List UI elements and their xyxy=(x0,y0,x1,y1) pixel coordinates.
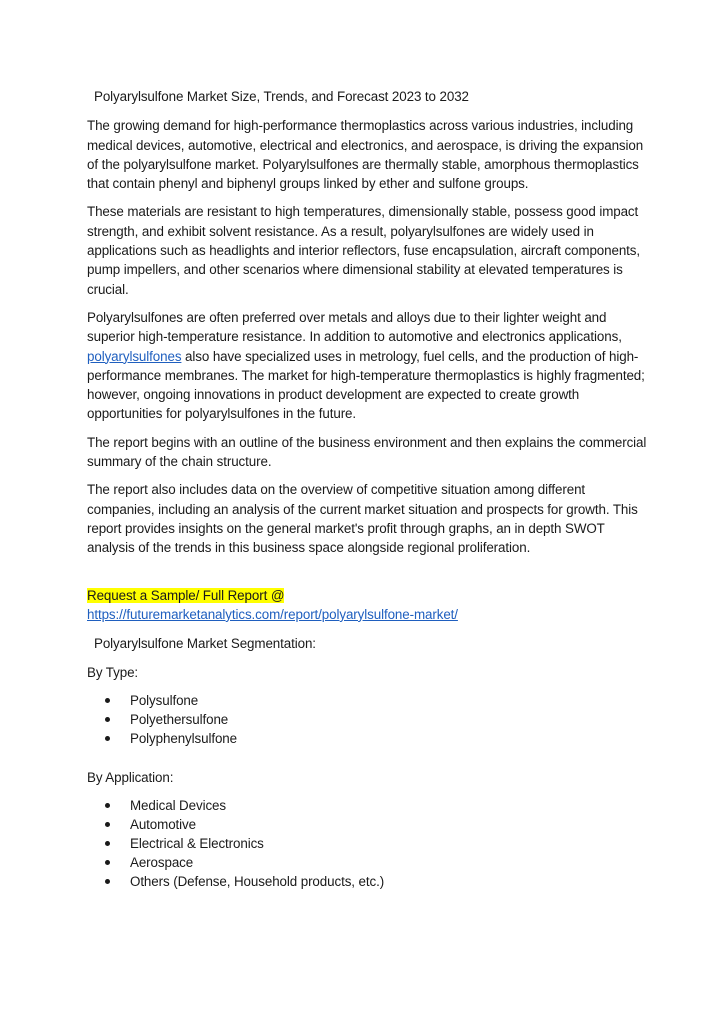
paragraph-intro: The growing demand for high-performance thermoplastics across various industries, including medical devices, automotive, electrical and electronics, and aerospace, is driving the expansion of the polyarylsulfone market. Polyarylsulfones are thermally stable, amorphous thermoplastics that contain phenyl and biphenyl groups linked by ether and sulfone groups. xyxy=(87,118,644,192)
list-item-label: Medical Devices xyxy=(130,797,226,813)
bullet-icon xyxy=(105,736,110,741)
bullet-icon xyxy=(105,698,110,703)
list-item-label: Others (Defense, Household products, etc.) xyxy=(130,874,385,890)
document-title: Polyarylsulfone Market Size, Trends, and Forecast 2023 to 2032 xyxy=(94,89,469,104)
bullet-icon xyxy=(105,803,110,808)
list-item-label: Automotive xyxy=(130,816,196,832)
list-item-label: Polyphenylsulfone xyxy=(130,731,237,747)
paragraph-report-outline: The report begins with an outline of the business environment and then explains the commercial summary of the chain structure. xyxy=(87,434,647,470)
list-item xyxy=(105,710,647,729)
list-item xyxy=(105,729,647,748)
paragraph-properties: These materials are resistant to high temperatures, dimensionally stable, possess good impact strength, and exhibit solvent resistance. As a result, polyarylsulfones are widely used in applications such as headlights and interior reflectors, fuse encapsulation, aircraft components, pump impellers, and other scenarios where dimensional stability at elevated temperatures is crucial. xyxy=(87,204,641,297)
list-item xyxy=(105,815,647,834)
list-item xyxy=(105,834,647,853)
document-body xyxy=(87,87,647,892)
list-item-label: Polyethersulfone xyxy=(130,711,229,727)
paragraph-uses xyxy=(87,308,647,424)
list-item-label: Polysulfone xyxy=(130,692,199,708)
list-item xyxy=(105,691,647,710)
list-item xyxy=(105,853,647,872)
paragraph-uses-text-before: Polyarylsulfones are often preferred over metals and alloys due to their lighter weight and superior high-temperature resistance. In addition to automotive and electronics applications, xyxy=(87,309,622,345)
by-application-list xyxy=(87,796,647,892)
list-item xyxy=(105,872,647,891)
list-item xyxy=(105,796,647,815)
request-sample-label: Request a Sample/ Full Report @ xyxy=(87,587,285,603)
by-type-label: By Type: xyxy=(87,665,139,681)
request-sample-row xyxy=(87,586,647,625)
bullet-icon xyxy=(105,717,110,722)
bullet-icon xyxy=(105,879,110,884)
paragraph-uses-text-after: also have specialized uses in metrology, fuel cells, and the production of high-performance membranes. The market for high-temperature thermoplastics is highly fragmented; however, ongoing innovations in product development are expected to create growth opportunities for polyarylsulfones in the future. xyxy=(87,348,645,422)
paragraph-report-overview: The report also includes data on the overview of competitive situation among different companies, including an analysis of the current market situation and prospects for growth. This report provides insights on the general market's profit through graphs, an in depth SWOT analysis of the trends in this business space alongside regional proliferation. xyxy=(87,482,638,556)
segmentation-title: Polyarylsulfone Market Segmentation: xyxy=(94,636,316,652)
polyarylsulfones-link[interactable]: polyarylsulfones xyxy=(87,348,182,364)
by-type-list xyxy=(87,691,647,749)
bullet-icon xyxy=(105,860,110,865)
report-url-link[interactable]: https://futuremarketanalytics.com/report/polyarylsulfone-market/ xyxy=(87,606,458,622)
bullet-icon xyxy=(105,841,110,846)
by-application-label: By Application: xyxy=(87,770,174,786)
list-item-label: Aerospace xyxy=(130,855,194,871)
bullet-icon xyxy=(105,822,110,827)
list-item-label: Electrical & Electronics xyxy=(130,836,264,852)
